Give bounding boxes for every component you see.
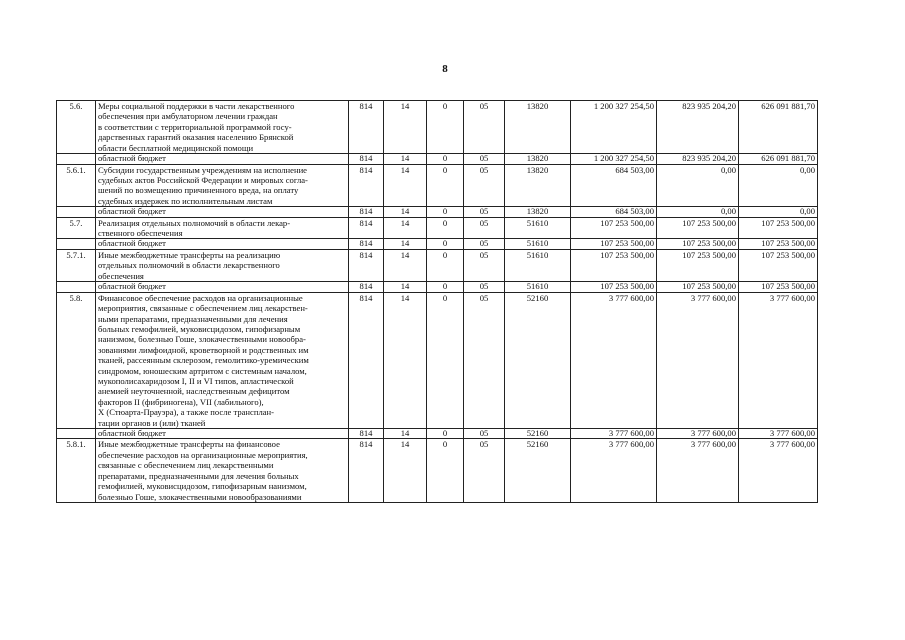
subsection-code-cell: 0 [427, 292, 464, 428]
program-code-cell: 05 [464, 428, 505, 439]
table-row-subtotal [57, 207, 818, 218]
amount-year1-cell: 684 503,00 [571, 207, 657, 218]
amount-year3-cell: 107 253 500,00 [739, 217, 818, 239]
section-code-cell: 14 [384, 154, 427, 165]
table-row [57, 249, 818, 281]
ministry-code-cell: 814 [349, 101, 384, 154]
program-code-cell: 05 [464, 292, 505, 428]
table-row-subtotal [57, 282, 818, 293]
section-code-cell: 14 [384, 239, 427, 250]
table-body [57, 101, 818, 503]
table-row-subtotal [57, 239, 818, 250]
subsection-code-cell: 0 [427, 164, 464, 207]
row-number-cell: 5.6.1. [57, 164, 96, 207]
ministry-code-cell: 814 [349, 164, 384, 207]
ministry-code-cell: 814 [349, 249, 384, 281]
subsection-code-cell: 0 [427, 428, 464, 439]
article-code-cell: 51610 [505, 217, 571, 239]
amount-year1-cell: 107 253 500,00 [571, 282, 657, 293]
description-cell: Финансовое обеспечение расходов на организационные мероприятия, связанные с обеспечением лиц лекарствен- ными препаратами, предназначенными для лечения больных гемофилией, муковисцидозом, гипофизарным нанизмом, болезнью Гоше, злокачественными новообра- зованиями лимфоидной, кроветворной и родственных им тканей, рассеянным склерозом, гемолитико-уремическим синдромом, юношеским артритом с системным началом, мукополисахаридозом I, II и VI типов, апластической анемией неуточненной, наследственным дефицитом факторов II (фибриногена), VII (лабильного), Х (Стюарта-Прауэра), а также после трансплан- тации органов и (или) тканей [96, 292, 349, 428]
amount-year2-cell: 0,00 [657, 207, 739, 218]
row-number-cell [57, 207, 96, 218]
amount-year2-cell: 107 253 500,00 [657, 249, 739, 281]
program-code-cell: 05 [464, 439, 505, 502]
table-row [57, 101, 818, 154]
amount-year2-cell: 3 777 600,00 [657, 439, 739, 502]
page-number: 8 [442, 63, 448, 75]
section-code-cell: 14 [384, 428, 427, 439]
program-code-cell: 05 [464, 207, 505, 218]
program-code-cell: 05 [464, 239, 505, 250]
description-cell: областной бюджет [96, 154, 349, 165]
subsection-code-cell: 0 [427, 207, 464, 218]
amount-year1-cell: 3 777 600,00 [571, 292, 657, 428]
amount-year2-cell: 3 777 600,00 [657, 292, 739, 428]
amount-year3-cell: 626 091 881,70 [739, 154, 818, 165]
row-number-cell: 5.7. [57, 217, 96, 239]
article-code-cell: 52160 [505, 428, 571, 439]
section-code-cell: 14 [384, 292, 427, 428]
subsection-code-cell: 0 [427, 217, 464, 239]
amount-year3-cell: 3 777 600,00 [739, 292, 818, 428]
subsection-code-cell: 0 [427, 239, 464, 250]
program-code-cell: 05 [464, 164, 505, 207]
amount-year1-cell: 3 777 600,00 [571, 428, 657, 439]
ministry-code-cell: 814 [349, 207, 384, 218]
section-code-cell: 14 [384, 101, 427, 154]
amount-year3-cell: 107 253 500,00 [739, 239, 818, 250]
amount-year2-cell: 0,00 [657, 164, 739, 207]
amount-year3-cell: 3 777 600,00 [739, 439, 818, 502]
program-code-cell: 05 [464, 154, 505, 165]
row-number-cell: 5.7.1. [57, 249, 96, 281]
table-row-subtotal [57, 428, 818, 439]
amount-year2-cell: 823 935 204,20 [657, 101, 739, 154]
table-row [57, 292, 818, 428]
amount-year1-cell: 107 253 500,00 [571, 217, 657, 239]
description-cell: областной бюджет [96, 239, 349, 250]
subsection-code-cell: 0 [427, 101, 464, 154]
row-number-cell [57, 154, 96, 165]
row-number-cell [57, 239, 96, 250]
subsection-code-cell: 0 [427, 154, 464, 165]
article-code-cell: 13820 [505, 164, 571, 207]
article-code-cell: 13820 [505, 101, 571, 154]
subsection-code-cell: 0 [427, 282, 464, 293]
table-row [57, 217, 818, 239]
program-code-cell: 05 [464, 217, 505, 239]
ministry-code-cell: 814 [349, 239, 384, 250]
article-code-cell: 51610 [505, 239, 571, 250]
section-code-cell: 14 [384, 217, 427, 239]
description-cell: Иные межбюджетные трансферты на финансовое обеспечение расходов на организационные мероприятия, связанные с обеспечением лиц лекарственными препаратами, предназначенными для лечения больных гемофилией, муковисцидозом, гипофизарным нанизмом, болезнью Гоше, злокачественными новообразованиями [96, 439, 349, 502]
row-number-cell: 5.8.1. [57, 439, 96, 502]
row-number-cell [57, 428, 96, 439]
article-code-cell: 13820 [505, 207, 571, 218]
description-cell: областной бюджет [96, 207, 349, 218]
ministry-code-cell: 814 [349, 154, 384, 165]
description-cell: Реализация отдельных полномочий в области лекар- ственного обеспечения [96, 217, 349, 239]
amount-year3-cell: 107 253 500,00 [739, 282, 818, 293]
table-row [57, 439, 818, 502]
amount-year1-cell: 1 200 327 254,50 [571, 101, 657, 154]
section-code-cell: 14 [384, 439, 427, 502]
description-cell: Субсидии государственным учреждениям на исполнение судебных актов Российской Федерации и мировых согла- шений по возмещению причиненного вреда, на оплату судебных издержек по исполнительным листам [96, 164, 349, 207]
amount-year1-cell: 107 253 500,00 [571, 249, 657, 281]
amount-year2-cell: 3 777 600,00 [657, 428, 739, 439]
amount-year1-cell: 1 200 327 254,50 [571, 154, 657, 165]
amount-year1-cell: 3 777 600,00 [571, 439, 657, 502]
amount-year3-cell: 3 777 600,00 [739, 428, 818, 439]
budget-table [56, 100, 818, 503]
description-cell: Меры социальной поддержки в части лекарственного обеспечения при амбулаторном лечении граждан в соответствии с территориальной программой госу- дарственных гарантий оказания населению Брянской области бесплатной медицинской помощи [96, 101, 349, 154]
amount-year2-cell: 107 253 500,00 [657, 239, 739, 250]
article-code-cell: 51610 [505, 282, 571, 293]
program-code-cell: 05 [464, 249, 505, 281]
ministry-code-cell: 814 [349, 217, 384, 239]
section-code-cell: 14 [384, 249, 427, 281]
amount-year3-cell: 107 253 500,00 [739, 249, 818, 281]
table-row [57, 164, 818, 207]
subsection-code-cell: 0 [427, 439, 464, 502]
program-code-cell: 05 [464, 282, 505, 293]
section-code-cell: 14 [384, 164, 427, 207]
ministry-code-cell: 814 [349, 292, 384, 428]
ministry-code-cell: 814 [349, 428, 384, 439]
description-cell: областной бюджет [96, 428, 349, 439]
amount-year2-cell: 107 253 500,00 [657, 217, 739, 239]
amount-year1-cell: 107 253 500,00 [571, 239, 657, 250]
section-code-cell: 14 [384, 282, 427, 293]
article-code-cell: 51610 [505, 249, 571, 281]
ministry-code-cell: 814 [349, 282, 384, 293]
row-number-cell: 5.6. [57, 101, 96, 154]
table-row-subtotal [57, 154, 818, 165]
description-cell: областной бюджет [96, 282, 349, 293]
amount-year1-cell: 684 503,00 [571, 164, 657, 207]
program-code-cell: 05 [464, 101, 505, 154]
amount-year3-cell: 626 091 881,70 [739, 101, 818, 154]
row-number-cell: 5.8. [57, 292, 96, 428]
amount-year2-cell: 823 935 204,20 [657, 154, 739, 165]
article-code-cell: 13820 [505, 154, 571, 165]
article-code-cell: 52160 [505, 439, 571, 502]
amount-year2-cell: 107 253 500,00 [657, 282, 739, 293]
section-code-cell: 14 [384, 207, 427, 218]
description-cell: Иные межбюджетные трансферты на реализацию отдельных полномочий в области лекарственного обеспечения [96, 249, 349, 281]
amount-year3-cell: 0,00 [739, 164, 818, 207]
ministry-code-cell: 814 [349, 439, 384, 502]
subsection-code-cell: 0 [427, 249, 464, 281]
row-number-cell [57, 282, 96, 293]
article-code-cell: 52160 [505, 292, 571, 428]
amount-year3-cell: 0,00 [739, 207, 818, 218]
